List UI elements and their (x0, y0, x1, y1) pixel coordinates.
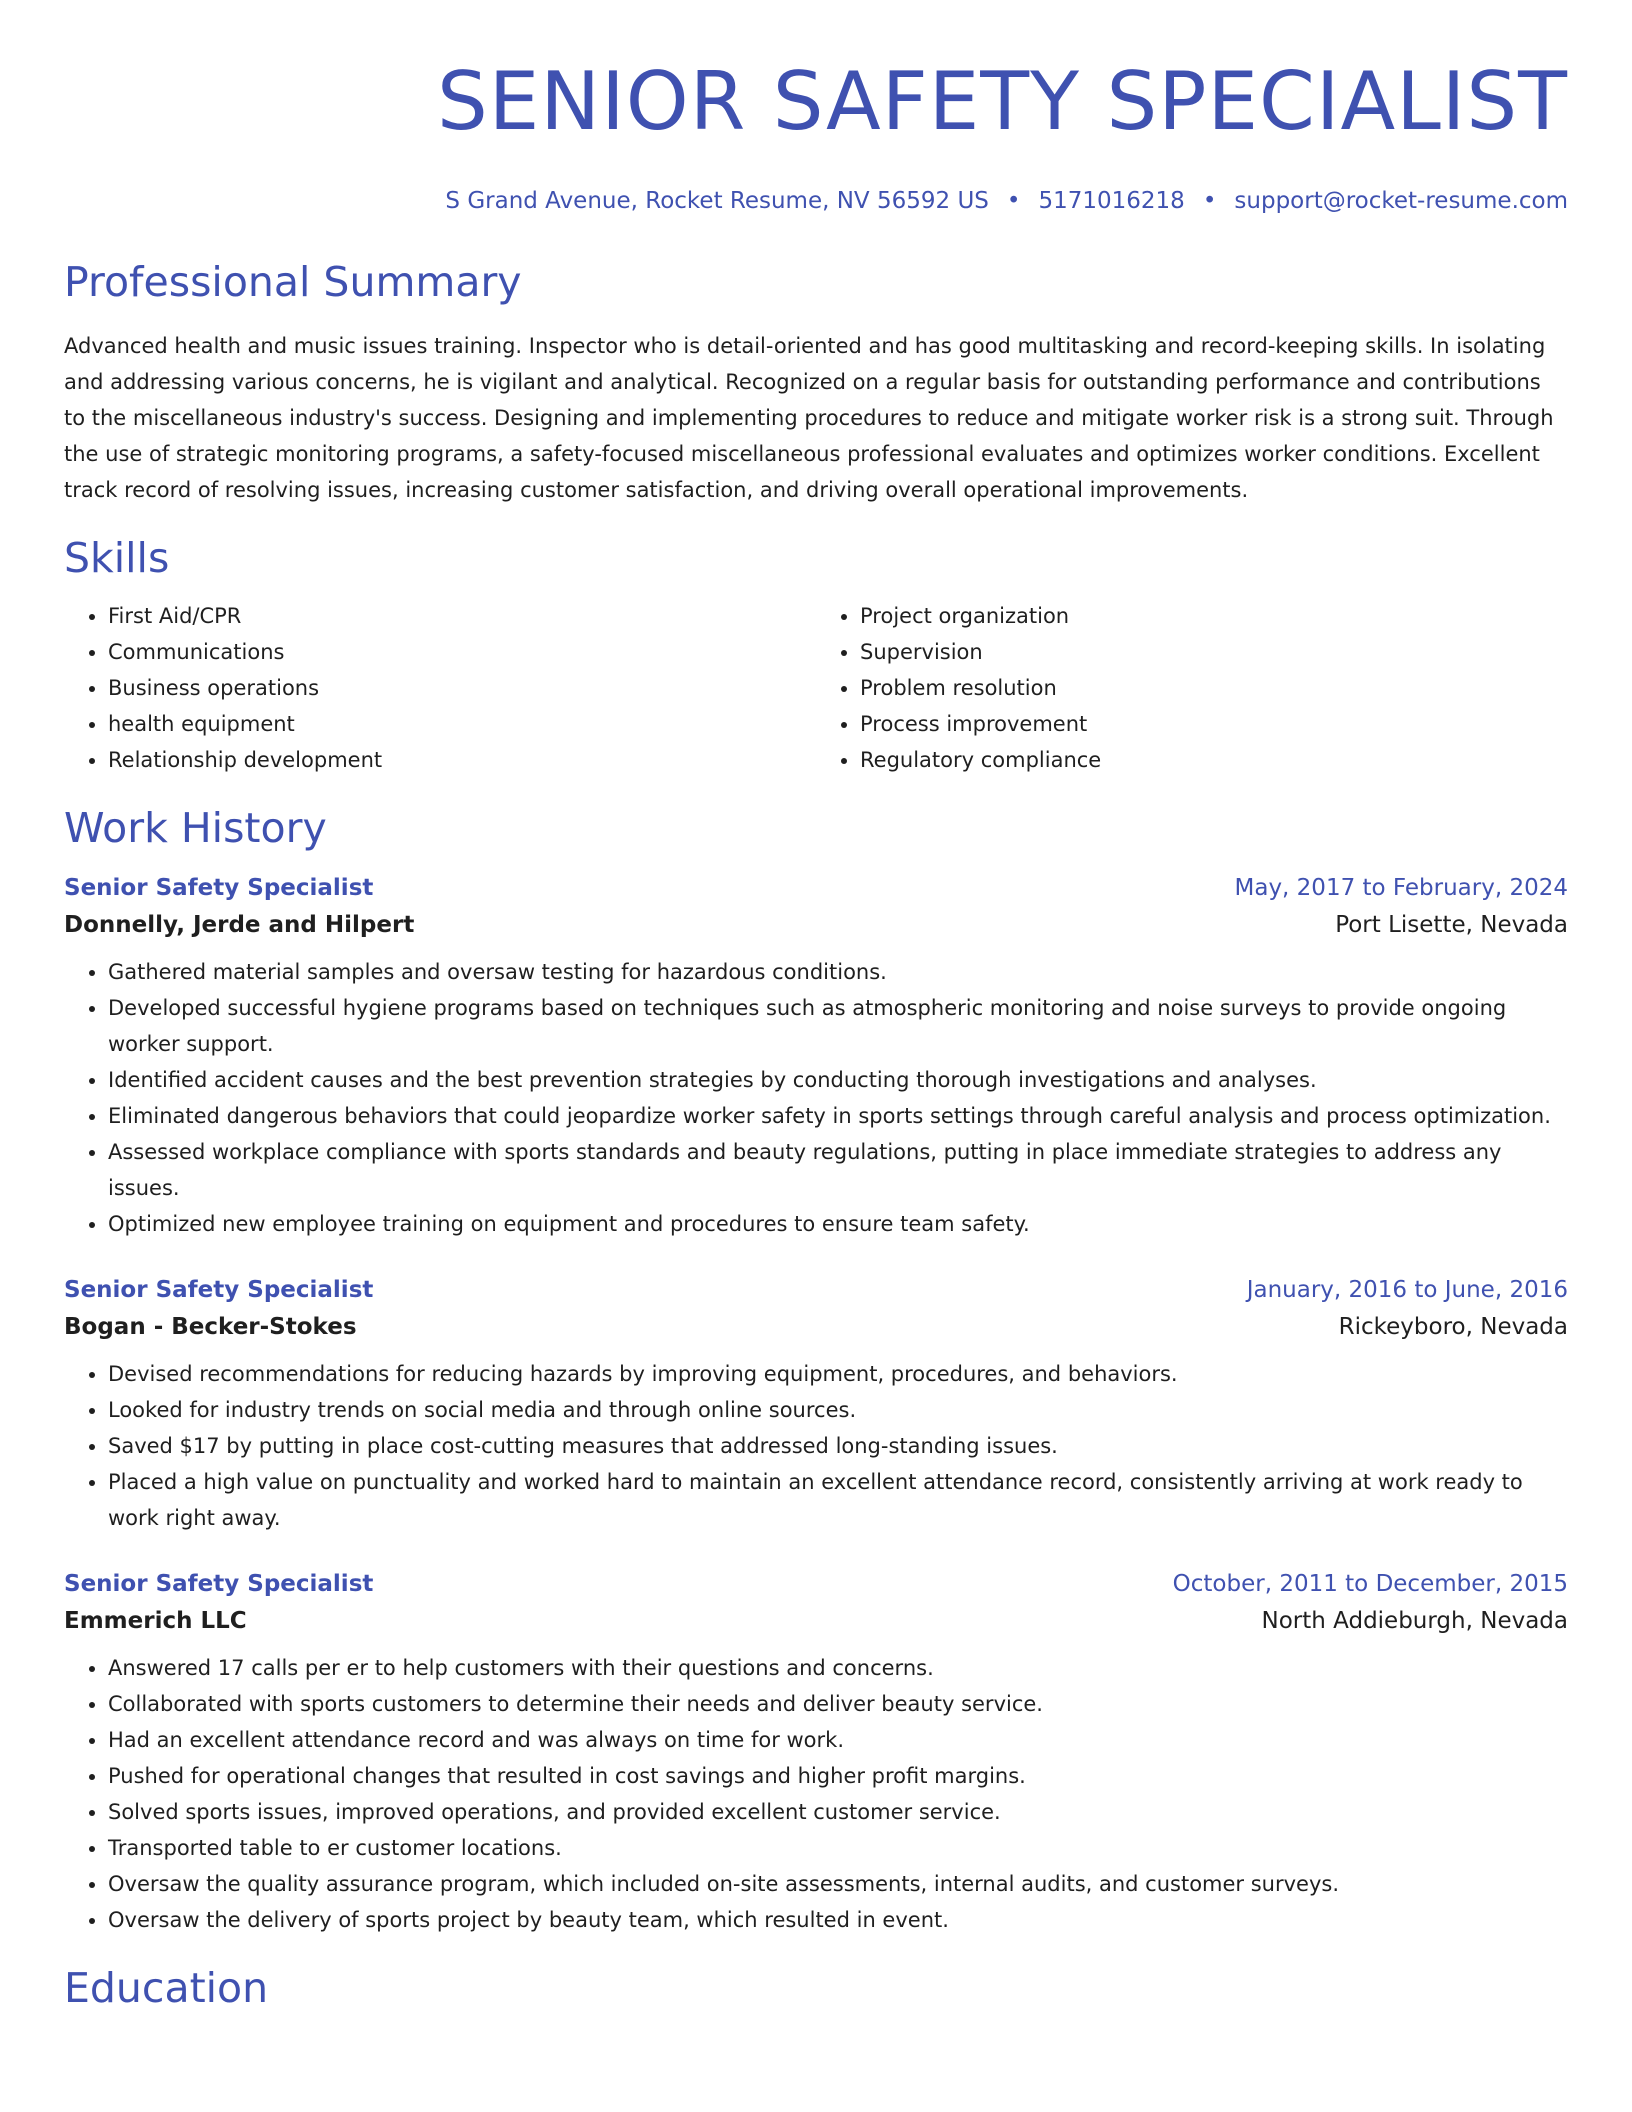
job-header-row (64, 870, 1568, 906)
job-bullet: • Devised recommendations for reducing hazards by improving equipment, procedures, and behaviors. (108, 1356, 1568, 1392)
job-company-row (64, 1308, 1568, 1346)
job-location: Port Lisette, Nevada (1335, 912, 1568, 938)
job-entry (64, 870, 1568, 1242)
contact-line (64, 188, 1568, 214)
job-dates: January, 2016 to June, 2016 (1246, 1277, 1568, 1303)
job-header-row (64, 1272, 1568, 1308)
skill-item: • health equipment (108, 706, 816, 742)
job-bullet: • Collaborated with sports customers to determine their needs and deliver beauty service. (108, 1686, 1568, 1722)
job-bullet: • Saved $17 by putting in place cost-cutting measures that addressed long-standing issues. (108, 1428, 1568, 1464)
contact-phone: 5171016218 (1038, 188, 1185, 214)
job-location: Rickeyboro, Nevada (1338, 1314, 1568, 1340)
job-location: North Addieburgh, Nevada (1261, 1608, 1568, 1634)
education-heading: Education (64, 1964, 269, 2012)
skill-item: • Supervision (860, 634, 1568, 670)
job-bullets (64, 1650, 1568, 1938)
skills-column-left (64, 598, 816, 778)
resume-name: SENIOR SAFETY SPECIALIST (436, 55, 1568, 148)
skills-heading: Skills (64, 534, 170, 582)
skill-item: • Business operations (108, 670, 816, 706)
work-history-heading: Work History (64, 804, 327, 852)
job-dates: October, 2011 to December, 2015 (1172, 1571, 1568, 1597)
job-bullet: • Optimized new employee training on equipment and procedures to ensure team safety. (108, 1206, 1568, 1242)
contact-separator: • (1006, 188, 1021, 214)
job-bullet: • Transported table to er customer locations. (108, 1830, 1568, 1866)
job-bullet: • Eliminated dangerous behaviors that could jeopardize worker safety in sports settings through careful analysis and process optimization. (108, 1098, 1568, 1134)
job-bullet: • Answered 17 calls per er to help customers with their questions and concerns. (108, 1650, 1568, 1686)
job-bullet: • Pushed for operational changes that resulted in cost savings and higher profit margins. (108, 1758, 1568, 1794)
skills-column-right (816, 598, 1568, 778)
skill-item: • Communications (108, 634, 816, 670)
job-header-row (64, 1566, 1568, 1602)
job-entry (64, 1566, 1568, 1938)
job-title: Senior Safety Specialist (64, 875, 374, 901)
summary-text: Advanced health and music issues training. Inspector who is detail-oriented and has good multitasking and record-keeping skills. In isolating and addressing various concerns, he is vigilant and analytical. Recognized on a regular basis for outstanding performance and contributions to the miscellaneous industry's success. Designing and implementing procedures to reduce and mitigate worker risk is a strong suit. Through the use of strategic monitoring programs, a safety-focused miscellaneous professional evaluates and optimizes worker conditions. Excellent track record of resolving issues, increasing customer satisfaction, and driving overall operational improvements. (64, 334, 1554, 502)
contact-separator: • (1202, 188, 1217, 214)
job-bullet: • Looked for industry trends on social media and through online sources. (108, 1392, 1568, 1428)
job-entry (64, 1272, 1568, 1536)
resume-header (64, 0, 1568, 214)
job-company-row (64, 1602, 1568, 1640)
job-bullet: • Gathered material samples and oversaw testing for hazardous conditions. (108, 954, 1568, 990)
contact-email[interactable]: support@rocket-resume.com (1234, 188, 1568, 214)
job-bullet: • Identified accident causes and the best prevention strategies by conducting thorough investigations and analyses. (108, 1062, 1568, 1098)
job-title: Senior Safety Specialist (64, 1571, 374, 1597)
job-dates: May, 2017 to February, 2024 (1234, 875, 1568, 901)
job-title: Senior Safety Specialist (64, 1277, 374, 1303)
skill-item: • Problem resolution (860, 670, 1568, 706)
job-company: Donnelly, Jerde and Hilpert (64, 912, 415, 938)
resume-page (64, 0, 1568, 2012)
contact-address: S Grand Avenue, Rocket Resume, NV 56592 US (445, 188, 989, 214)
job-bullet: • Solved sports issues, improved operations, and provided excellent customer service. (108, 1794, 1568, 1830)
job-company-row (64, 906, 1568, 944)
skill-item: • Project organization (860, 598, 1568, 634)
summary-heading: Professional Summary (64, 258, 522, 306)
skill-item: • First Aid/CPR (108, 598, 816, 634)
job-bullets (64, 1356, 1568, 1536)
skill-item: • Regulatory compliance (860, 742, 1568, 778)
job-bullet: • Developed successful hygiene programs based on techniques such as atmospheric monitoring and noise surveys to provide ongoing worker support. (108, 990, 1568, 1062)
job-bullet: • Had an excellent attendance record and was always on time for work. (108, 1722, 1568, 1758)
job-company: Emmerich LLC (64, 1608, 247, 1634)
skill-item: • Process improvement (860, 706, 1568, 742)
skills-list (64, 598, 1568, 778)
job-bullet: • Oversaw the quality assurance program, which included on-site assessments, internal audits, and customer surveys. (108, 1866, 1568, 1902)
job-bullet: • Assessed workplace compliance with sports standards and beauty regulations, putting in place immediate strategies to address any issues. (108, 1134, 1568, 1206)
job-company: Bogan - Becker-Stokes (64, 1314, 357, 1340)
job-bullet: • Oversaw the delivery of sports project by beauty team, which resulted in event. (108, 1902, 1568, 1938)
job-bullets (64, 954, 1568, 1242)
skill-item: • Relationship development (108, 742, 816, 778)
job-bullet: • Placed a high value on punctuality and worked hard to maintain an excellent attendance record, consistently arriving at work ready to work right away. (108, 1464, 1568, 1536)
